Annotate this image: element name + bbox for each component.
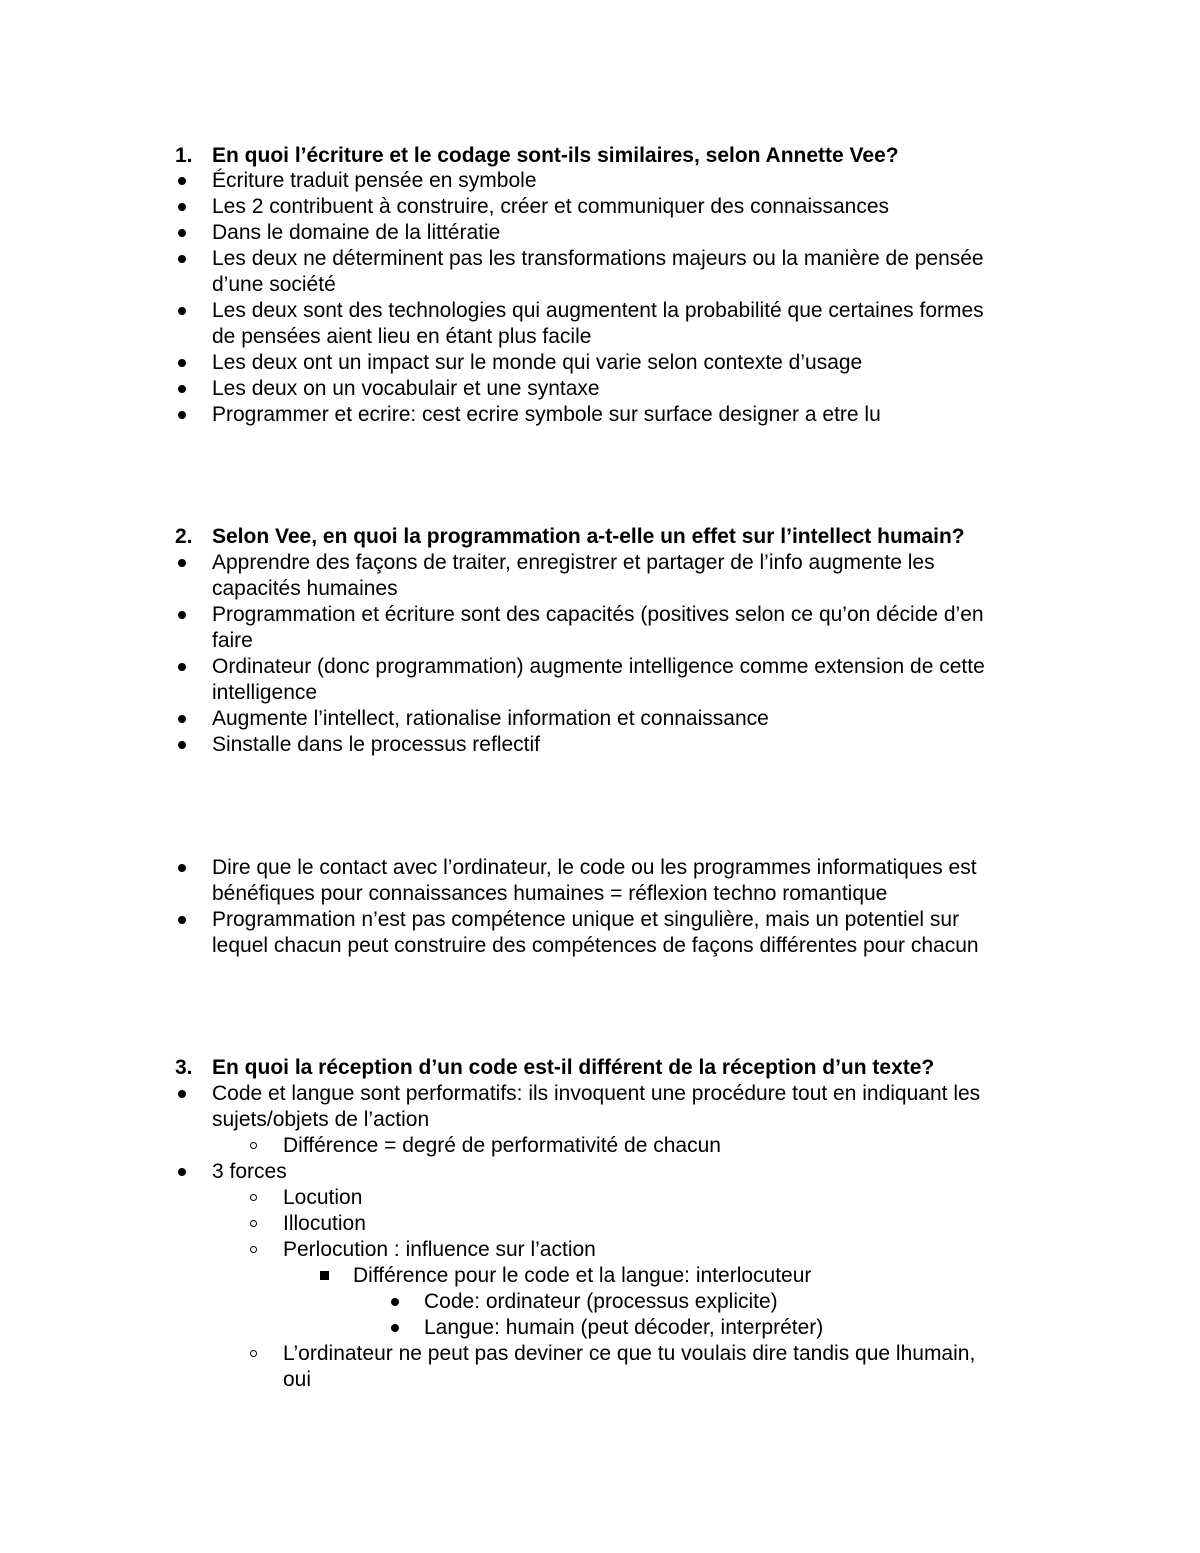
bullet-text: Code: ordinateur (processus explicite) [424, 1290, 778, 1313]
bullet-square-icon [320, 1271, 329, 1280]
bullet-circle-icon [250, 1350, 257, 1357]
question-number: 1. [175, 144, 193, 167]
bullet-circle-icon [250, 1246, 257, 1253]
bullet-text-cont: capacités humaines [212, 577, 398, 600]
bullet-text: Dire que le contact avec l’ordinateur, le code ou les programmes informatiques est [212, 856, 977, 879]
bullet-text: Programmation et écriture sont des capacités (positives selon ce qu’on décide d’en [212, 603, 984, 626]
bullet-disc-icon [178, 741, 186, 749]
bullet-disc-icon [178, 663, 186, 671]
bullet-disc-icon [178, 359, 186, 367]
bullet-text: Programmation n’est pas compétence unique et singulière, mais un potentiel sur [212, 908, 960, 931]
bullet-disc-icon [178, 307, 186, 315]
bullet-text: Langue: humain (peut décoder, interpréter) [424, 1316, 824, 1339]
bullet-text: Ordinateur (donc programmation) augmente intelligence comme extension de cette [212, 655, 985, 678]
bullet-text: Différence pour le code et la langue: interlocuteur [353, 1264, 812, 1287]
question-title: Selon Vee, en quoi la programmation a-t-elle un effet sur l’intellect humain? [212, 525, 965, 548]
question-title: En quoi l’écriture et le codage sont-ils similaires, selon Annette Vee? [212, 144, 899, 167]
bullet-circle-icon [250, 1142, 257, 1149]
bullet-disc-icon [178, 229, 186, 237]
bullet-disc-icon [178, 611, 186, 619]
bullet-text: Sinstalle dans le processus reflectif [212, 733, 540, 756]
question-title: En quoi la réception d’un code est-il différent de la réception d’un texte? [212, 1056, 935, 1079]
bullet-text-cont: intelligence [212, 681, 318, 704]
bullet-disc-icon [178, 177, 186, 185]
bullet-disc-icon [178, 1168, 186, 1176]
bullet-text: Programmer et ecrire: cest ecrire symbole sur surface designer a etre lu [212, 403, 881, 426]
bullet-text-cont: oui [283, 1368, 312, 1391]
bullet-text-cont: sujets/objets de l’action [212, 1108, 430, 1131]
bullet-text-cont: lequel chacun peut construire des compétences de façons différentes pour chacun [212, 934, 979, 957]
bullet-disc-icon [391, 1324, 399, 1332]
bullet-circle-icon [250, 1194, 257, 1201]
bullet-text-cont: bénéfiques pour connaissances humaines = réflexion techno romantique [212, 882, 888, 905]
bullet-text: Les deux ne déterminent pas les transformations majeurs ou la manière de pensée [212, 247, 984, 270]
bullet-text-cont: de pensées aient lieu en étant plus facile [212, 325, 592, 348]
bullet-text: Perlocution : influence sur l’action [283, 1238, 596, 1261]
bullet-disc-icon [178, 203, 186, 211]
bullet-text: Locution [283, 1186, 363, 1209]
bullet-text: L’ordinateur ne peut pas deviner ce que tu voulais dire tandis que lhumain, [283, 1342, 976, 1365]
bullet-text: Dans le domaine de la littératie [212, 221, 501, 244]
bullet-disc-icon [178, 255, 186, 263]
bullet-text: Apprendre des façons de traiter, enregistrer et partager de l’info augmente les [212, 551, 935, 574]
bullet-disc-icon [178, 916, 186, 924]
bullet-text: 3 forces [212, 1160, 287, 1183]
bullet-text: Différence = degré de performativité de chacun [283, 1134, 721, 1157]
bullet-circle-icon [250, 1220, 257, 1227]
bullet-disc-icon [178, 864, 186, 872]
question-number: 3. [175, 1056, 193, 1079]
bullet-disc-icon [178, 559, 186, 567]
bullet-text-cont: d’une société [212, 273, 336, 296]
bullet-text: Écriture traduit pensée en symbole [212, 169, 537, 192]
bullet-disc-icon [178, 385, 186, 393]
bullet-text: Code et langue sont performatifs: ils invoquent une procédure tout en indiquant les [212, 1082, 981, 1105]
bullet-disc-icon [178, 411, 186, 419]
bullet-text-cont: faire [212, 629, 253, 652]
bullet-text: Les deux on un vocabulair et une syntaxe [212, 377, 600, 400]
bullet-disc-icon [178, 1090, 186, 1098]
bullet-text: Augmente l’intellect, rationalise information et connaissance [212, 707, 769, 730]
bullet-text: Les deux ont un impact sur le monde qui varie selon contexte d’usage [212, 351, 863, 374]
bullet-disc-icon [391, 1298, 399, 1306]
question-number: 2. [175, 525, 193, 548]
bullet-text: Les deux sont des technologies qui augmentent la probabilité que certaines formes [212, 299, 984, 322]
bullet-text: Illocution [283, 1212, 366, 1235]
bullet-text: Les 2 contribuent à construire, créer et communiquer des connaissances [212, 195, 890, 218]
bullet-disc-icon [178, 715, 186, 723]
